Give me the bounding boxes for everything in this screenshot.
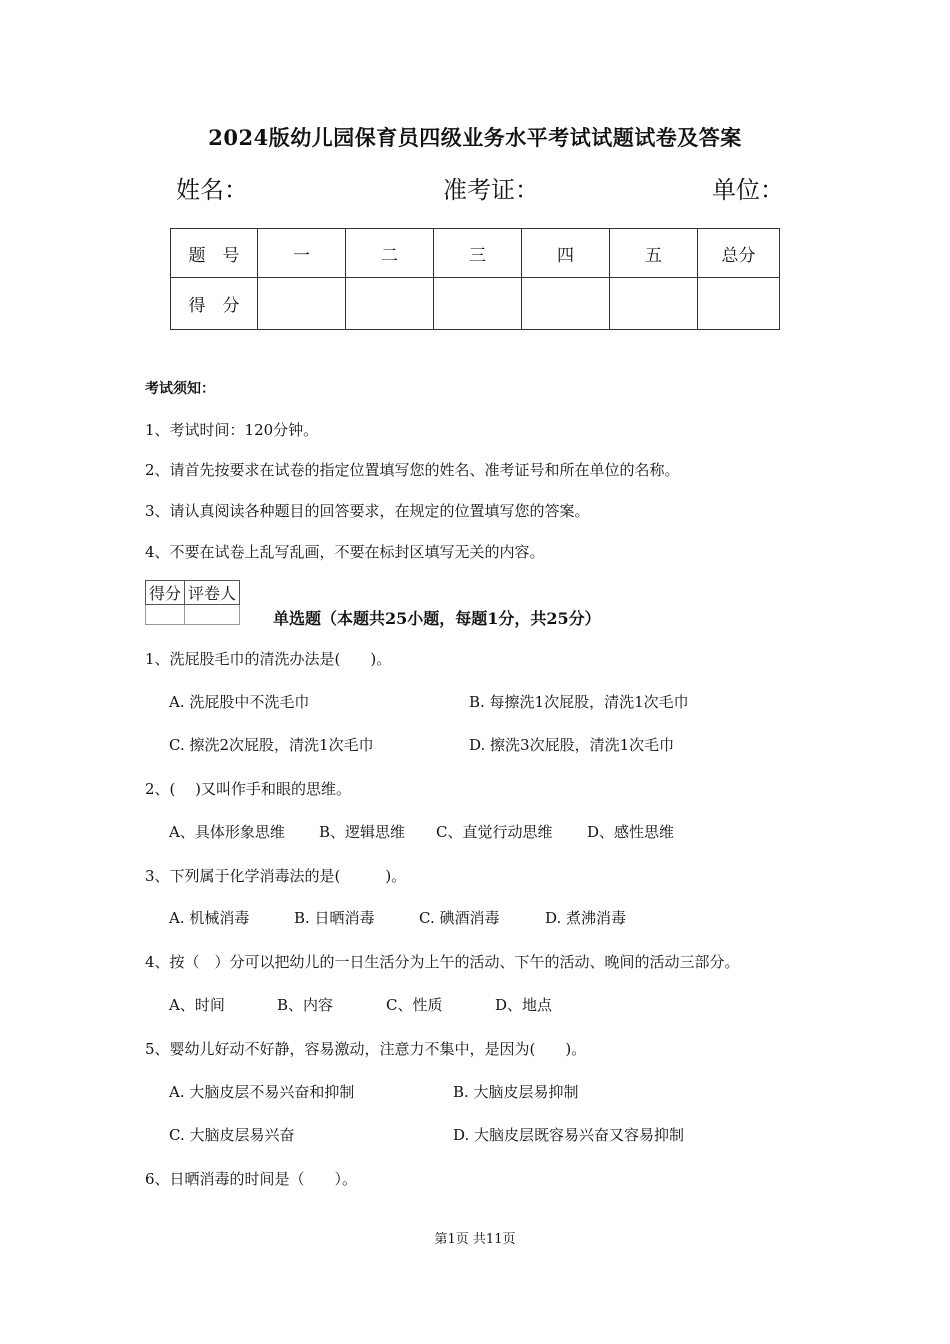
score-header-cell: 五 [610, 229, 698, 278]
score-cell[interactable] [610, 278, 698, 330]
question-option[interactable]: B. 大脑皮层易抑制 [453, 1083, 579, 1101]
score-header-cell: 总分 [698, 229, 780, 278]
notice-item: 2、请首先按要求在试卷的指定位置填写您的姓名、准考证号和所在单位的名称。 [145, 461, 680, 479]
question-option[interactable]: D. 擦洗3次屁股，清洗1次毛巾 [469, 736, 675, 754]
score-row-label: 得 分 [171, 278, 258, 330]
score-cell[interactable] [258, 278, 346, 330]
section-title: 单选题（本题共25小题，每题1分，共25分） [273, 609, 601, 628]
question-option[interactable]: D、感性思维 [587, 823, 675, 841]
question-option[interactable]: C. 大脑皮层易兴奋 [169, 1126, 295, 1144]
question-option[interactable]: C. 碘酒消毒 [419, 909, 500, 927]
question-option[interactable]: B、逻辑思维 [319, 823, 406, 841]
question-option[interactable]: B. 每擦洗1次屁股，清洗1次毛巾 [469, 693, 689, 711]
question-stem: 3、下列属于化学消毒法的是( )。 [145, 867, 407, 885]
document-title: 2024版幼儿园保育员四级业务水平考试试题试卷及答案 [208, 125, 742, 150]
score-table-score-row [171, 278, 780, 330]
score-table [170, 228, 780, 330]
score-header-cell: 四 [522, 229, 610, 278]
question-option[interactable]: A. 大脑皮层不易兴奋和抑制 [169, 1083, 355, 1101]
notice-item: 4、不要在试卷上乱写乱画，不要在标封区填写无关的内容。 [145, 543, 545, 561]
question-option[interactable]: B. 日晒消毒 [294, 909, 375, 927]
question-option[interactable]: A. 机械消毒 [169, 909, 250, 927]
score-table-header-row [171, 229, 780, 278]
question-option[interactable]: C、性质 [386, 996, 443, 1014]
question-option[interactable]: A、时间 [169, 996, 225, 1014]
page-footer: 第1页 共11页 [434, 1232, 516, 1247]
question-stem: 5、婴幼儿好动不好静，容易激动，注意力不集中，是因为( )。 [145, 1040, 587, 1058]
question-option[interactable]: D、地点 [495, 996, 553, 1014]
notice-item: 3、请认真阅读各种题目的回答要求，在规定的位置填写您的答案。 [145, 502, 590, 520]
question-stem: 6、日晒消毒的时间是（ ）。 [145, 1170, 358, 1188]
grader-name-label: 评卷人 [185, 581, 240, 605]
unit-field-label: 单位： [712, 176, 784, 204]
question-stem: 4、按（ ）分可以把幼儿的一日生活分为上午的活动、下午的活动、晚间的活动三部分。 [145, 953, 740, 971]
score-header-cell: 三 [434, 229, 522, 278]
question-option[interactable]: C. 擦洗2次屁股，清洗1次毛巾 [169, 736, 374, 754]
question-option[interactable]: B、内容 [277, 996, 334, 1014]
name-field-label: 姓名： [176, 176, 248, 204]
question-stem: 1、洗屁股毛巾的清洗办法是( )。 [145, 650, 392, 668]
score-header-cell: 题 号 [171, 229, 258, 278]
grader-box [145, 580, 240, 625]
question-stem: 2、( )又叫作手和眼的思维。 [145, 780, 352, 798]
question-option[interactable]: A、具体形象思维 [169, 823, 285, 841]
question-option[interactable]: D. 大脑皮层既容易兴奋又容易抑制 [453, 1126, 685, 1144]
score-cell[interactable] [522, 278, 610, 330]
grader-name-cell[interactable] [185, 605, 240, 625]
grader-score-label: 得分 [146, 581, 185, 605]
score-cell[interactable] [346, 278, 434, 330]
score-cell[interactable] [434, 278, 522, 330]
question-option[interactable]: D. 煮沸消毒 [545, 909, 627, 927]
notice-heading: 考试须知： [145, 381, 215, 397]
notice-item: 1、考试时间：120分钟。 [145, 421, 319, 439]
exam-id-field-label: 准考证： [443, 176, 539, 204]
score-cell[interactable] [698, 278, 780, 330]
question-option[interactable]: C、直觉行动思维 [436, 823, 553, 841]
grader-score-cell[interactable] [146, 605, 185, 625]
question-option[interactable]: A. 洗屁股中不洗毛巾 [169, 693, 310, 711]
score-header-cell: 二 [346, 229, 434, 278]
score-header-cell: 一 [258, 229, 346, 278]
